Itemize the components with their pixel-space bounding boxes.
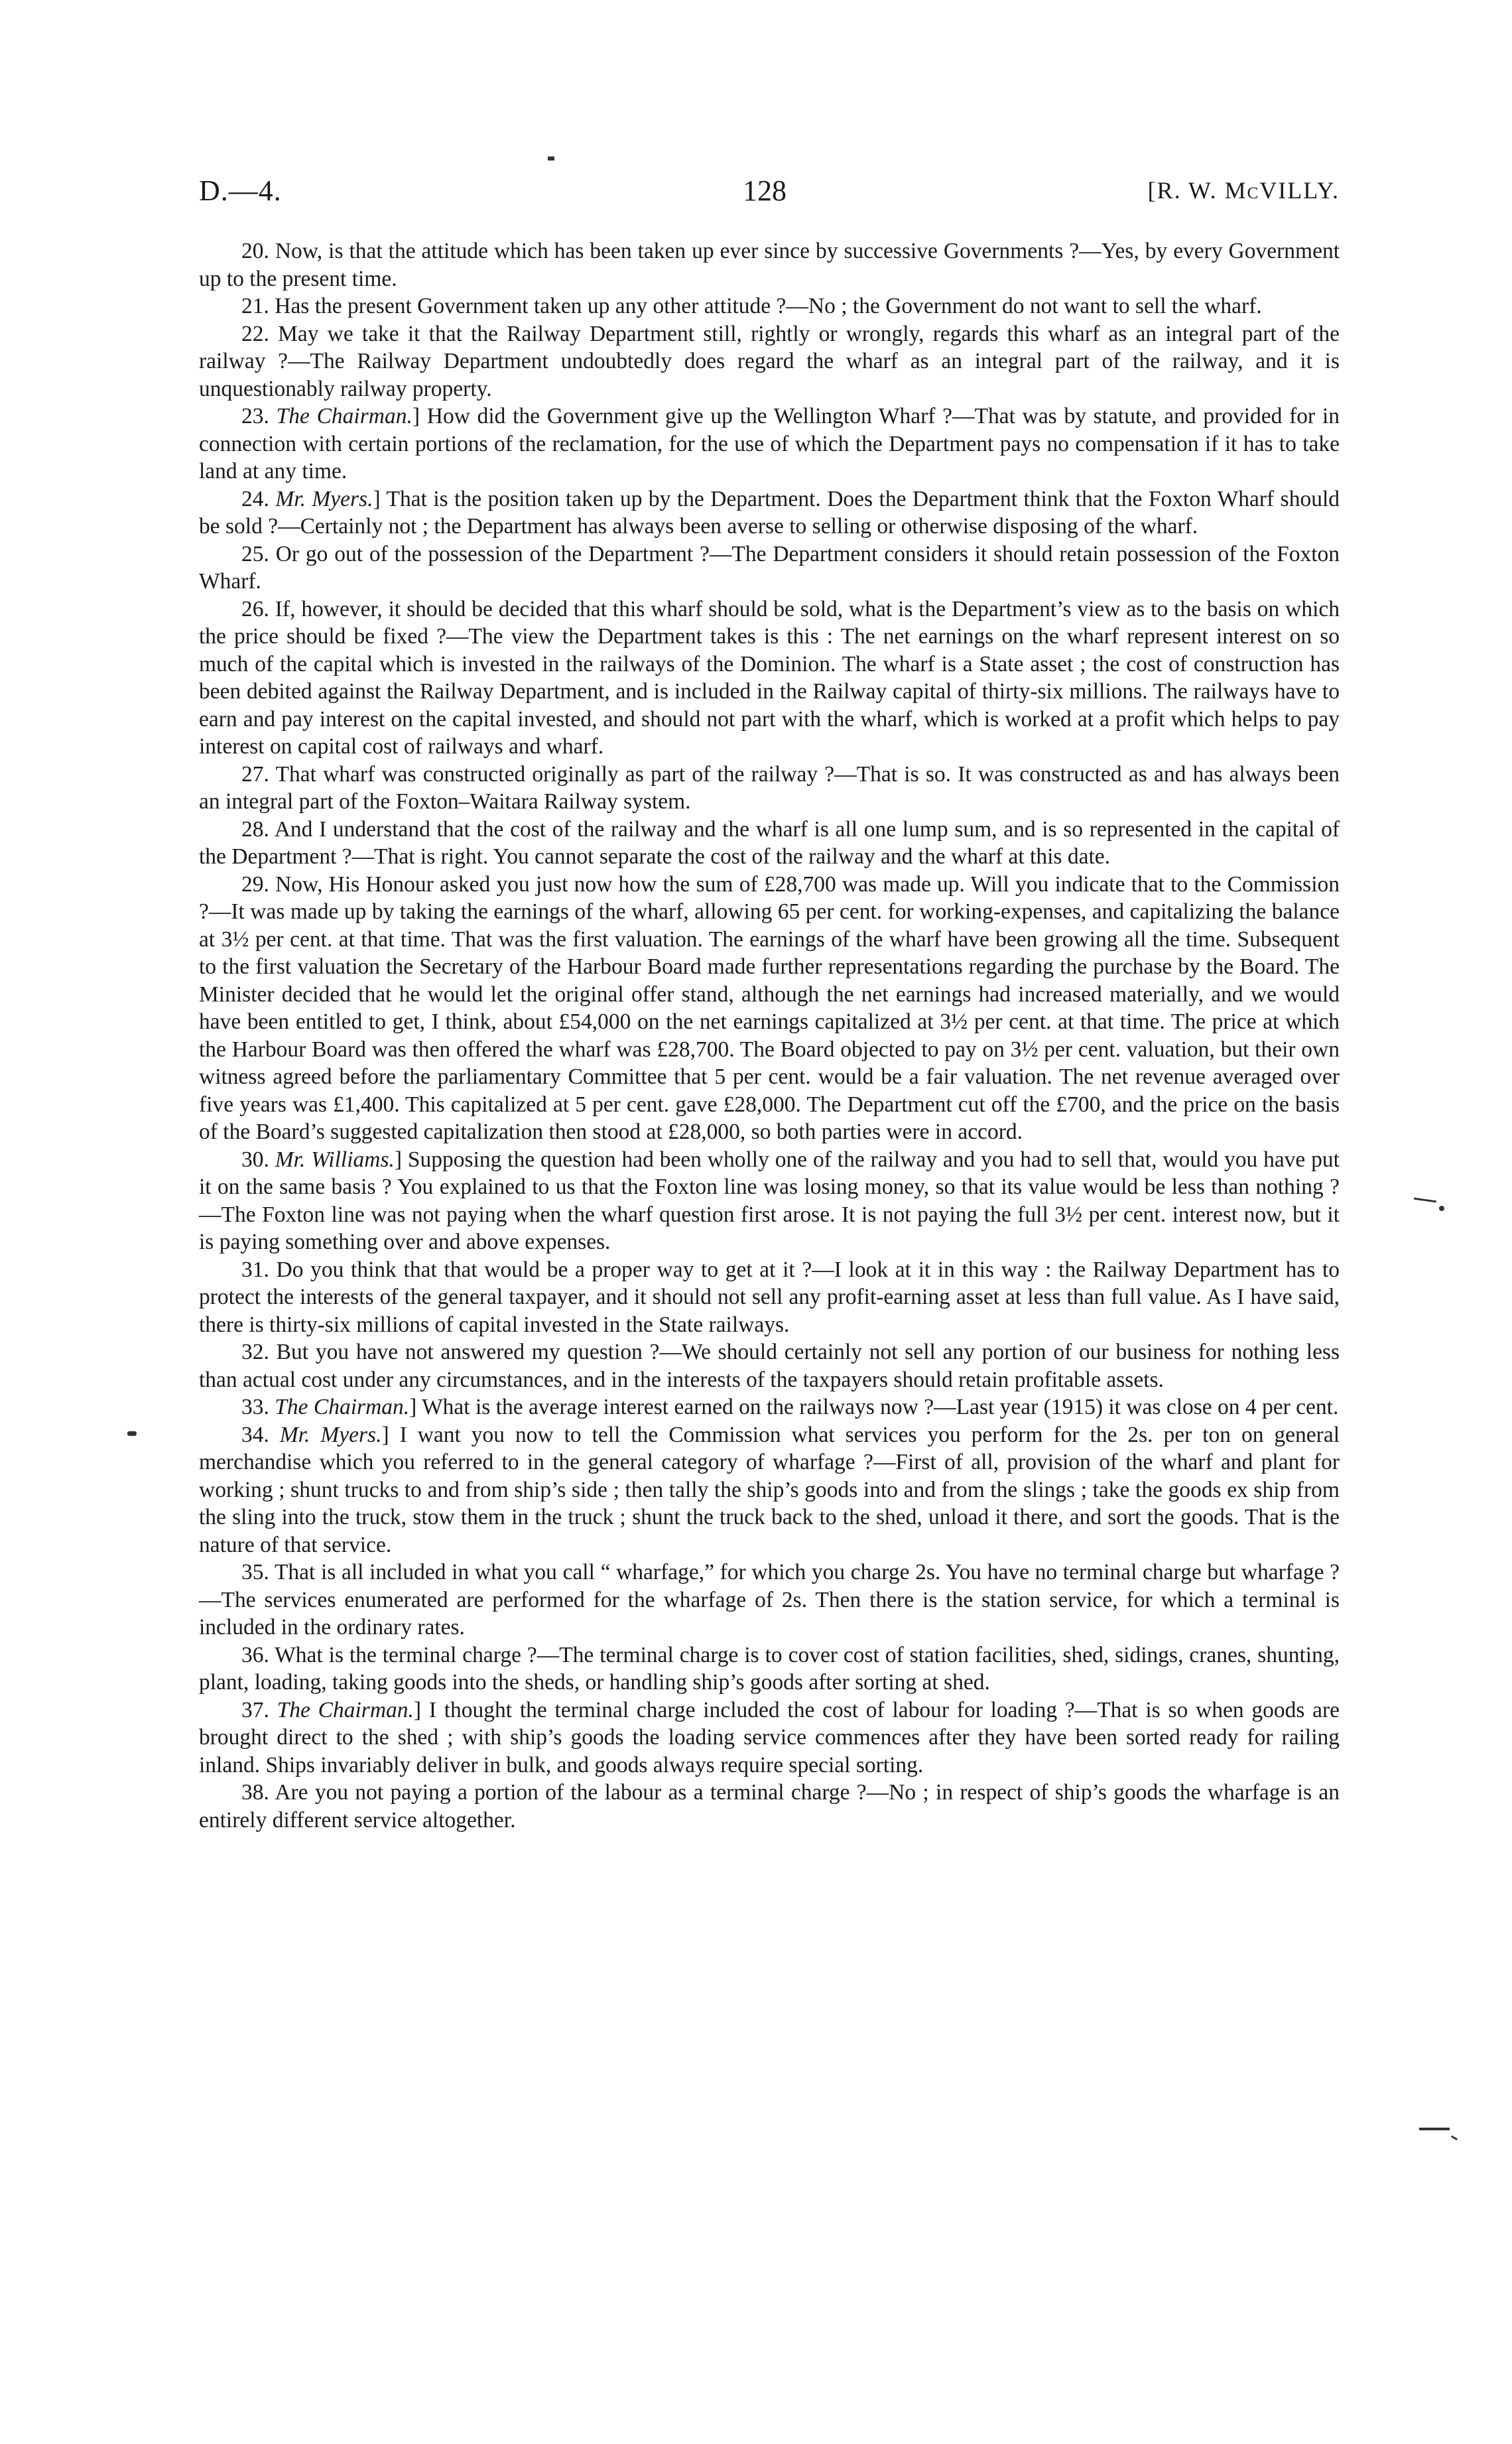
paragraph-text: ] What is the average interest earned on the railways now ?—Last year (1915) it was close on 4 per cent. <box>409 1395 1339 1419</box>
question-number: 28. <box>241 816 275 842</box>
speaker-name: Mr. Myers. <box>279 1422 382 1447</box>
document-body <box>199 237 1340 1834</box>
speaker-name: The Chairman. <box>276 404 412 428</box>
question-answer-paragraph <box>199 1338 1340 1393</box>
question-number: 30. <box>241 1147 275 1172</box>
margin-mark <box>1439 1206 1444 1211</box>
question-answer-paragraph <box>199 1146 1340 1256</box>
question-answer-paragraph <box>199 761 1340 816</box>
question-number: 26. <box>241 596 275 621</box>
paragraph-text: Are you not paying a portion of the labour as a terminal charge ?—No ; in respect of ship’s goods the wharfage is an entirely different service altogether. <box>199 1780 1340 1833</box>
page-header <box>199 174 1340 214</box>
question-number: 27. <box>241 761 276 787</box>
margin-mark <box>1414 1198 1436 1203</box>
question-number: 21. <box>241 294 275 318</box>
margin-mark <box>1419 2128 1450 2130</box>
question-number: 36. <box>241 1642 275 1667</box>
question-answer-paragraph <box>199 403 1340 485</box>
question-answer-paragraph <box>199 1697 1340 1779</box>
question-number: 32. <box>241 1340 277 1364</box>
question-number: 29. <box>241 871 276 897</box>
question-answer-paragraph <box>199 1421 1340 1559</box>
paragraph-text: That wharf was constructed originally as part of the railway ?—That is so. It was constructed as and has always been an integral part of the Foxton–Waitara Railway system. <box>199 761 1340 814</box>
question-number: 20. <box>241 239 275 263</box>
question-answer-paragraph <box>199 816 1340 871</box>
question-answer-paragraph <box>199 1641 1340 1697</box>
question-number: 38. <box>241 1780 275 1805</box>
question-answer-paragraph <box>199 320 1340 403</box>
question-answer-paragraph <box>199 292 1340 320</box>
paragraph-text: ] Supposing the question had been wholly one of the railway and you had to sell that, would you have put it on the same basis ? You explained to us that the Foxton line was losing money, so that its value would be less than nothing ?—The Foxton line was not paying when the wharf question first arose. It is not paying the full 3½ per cent. interest now, but it is paying something over and above expenses. <box>199 1147 1340 1254</box>
question-number: 22. <box>241 321 279 346</box>
paragraph-text: If, however, it should be decided that this wharf should be sold, what is the Department’s view as to the basis on which the price should be fixed ?—The view the Department takes is this : The net earnings on the wharf represent interest on so much of the capital which is invested in the railways of the Dominion. The wharf is a State asset ; the cost of construction has been debited against the Railway Department, and is included in the Railway capital of thirty-six millions. The railways have to earn and pay interest on the capital invested, and should not part with the wharf, which is worked at a profit which helps to pay interest on capital cost of railways and wharf. <box>199 596 1340 759</box>
paragraph-text: ] That is the position taken up by the Department. Does the Department think that the Foxton Wharf should be sold ?—Certainly not ; the Department has always been averse to selling or otherwise disposing of the wharf. <box>199 486 1340 539</box>
question-number: 24. <box>241 486 276 511</box>
paragraph-text: What is the terminal charge ?—The terminal charge is to cover cost of station facilities, shed, sidings, cranes, shunting, plant, loading, taking goods into the sheds, or handling ship’s goods after sorting at shed. <box>199 1642 1340 1695</box>
question-answer-paragraph <box>199 237 1340 292</box>
paragraph-text: Has the present Government taken up any other attitude ?—No ; the Government do not want to sell the wharf. <box>275 294 1262 318</box>
paragraph-text: May we take it that the Railway Department still, rightly or wrongly, regards this wharf as an integral part of the railway ?—The Railway Department undoubtedly does regard the wharf as an integral part of the railway, and it is unquestionably railway property. <box>199 321 1340 401</box>
question-answer-paragraph <box>199 1559 1340 1641</box>
print-mark <box>548 157 554 161</box>
paragraph-text: Now, His Honour asked you just now how the sum of £28,700 was made up. Will you indicate that to the Commission ?—It was made up by taking the earnings of the wharf, allowing 65 per cent. for working-expenses, and capitalizing the balance at 3½ per cent. at that time. That was the first valuation. The earnings of the wharf have been growing all the time. Subsequent to the first valuation the Secretary of the Harbour Board made further representations regarding the purchase by the Board. The Minister decided that he would let the original offer stand, although the net earnings had increased materially, and we would have been entitled to get, I think, about £54,000 on the net earnings capitalized at 3½ per cent. at that time. The price at which the Harbour Board was then offered the wharf was £28,700. The Board objected to pay on 3½ per cent. valuation, but their own witness agreed before the parliamentary Committee that 5 per cent. would be a fair valuation. The net revenue averaged over five years was £1,400. This capitalized at 5 per cent. gave £28,000. The Department cut off the £700, and the price on the basis of the Board’s suggested capitalization then stood at £28,000, so both parties were in accord. <box>199 871 1340 1144</box>
paragraph-text: Now, is that the attitude which has been taken up ever since by successive Governments ?—Yes, by every Government up to the present time. <box>199 239 1340 291</box>
question-answer-paragraph <box>199 541 1340 596</box>
question-answer-paragraph <box>199 485 1340 541</box>
question-number: 33. <box>241 1395 275 1419</box>
paragraph-text: ] How did the Government give up the Wellington Wharf ?—That was by statute, and provided for in connection with certain portions of the reclamation, for the use of which the Department pays no compensation if it has to take land at any time. <box>199 404 1340 483</box>
question-number: 34. <box>241 1422 280 1447</box>
question-answer-paragraph <box>199 1393 1340 1421</box>
question-number: 25. <box>241 541 276 566</box>
question-number: 37. <box>241 1697 277 1722</box>
speaker-name: Mr. Williams. <box>275 1147 395 1172</box>
question-answer-paragraph <box>199 596 1340 761</box>
question-answer-paragraph <box>199 871 1340 1146</box>
paragraph-text: Do you think that that would be a proper way to get at it ?—I look at it in this way : the Railway Department has to protect the interests of the general taxpayer, and it should not sell any profit-earning asset at less than full value. As I have said, there is thirty-six millions of capital invested in the State railways. <box>199 1257 1340 1337</box>
speaker-name: The Chairman. <box>275 1395 410 1419</box>
question-number: 31. <box>241 1257 277 1282</box>
question-answer-paragraph <box>199 1779 1340 1834</box>
question-number: 23. <box>241 404 277 428</box>
paragraph-text: ] I want you now to tell the Commission what services you perform for the 2s. per ton on general merchandise which you referred to in the general category of wharfage ?—First of all, provision of the wharf and plant for working ; shunt trucks to and from ship’s side ; then tally the ship’s goods into and from the slings ; take the goods ex ship from the sling into the truck, stow them in the truck ; shunt the truck back to the shed, unload it there, and sort the goods. That is the nature of that service. <box>199 1422 1340 1557</box>
margin-mark <box>127 1431 137 1436</box>
paragraph-text: And I understand that the cost of the railway and the wharf is all one lump sum, and is so represented in the capital of the Department ?—That is right. You cannot separate the cost of the railway and the wharf at this date. <box>199 816 1340 869</box>
speaker-name: The Chairman. <box>277 1697 414 1722</box>
page-number: 128 <box>743 174 787 207</box>
question-answer-paragraph <box>199 1256 1340 1339</box>
margin-mark <box>1451 2136 1458 2141</box>
speaker-name: Mr. Myers. <box>275 486 373 511</box>
paragraph-text: ] I thought the terminal charge included the cost of labour for loading ?—That is so when goods are brought direct to the shed ; with ship’s goods the loading service commences after they have been sorted ready for railing inland. Ships invariably deliver in bulk, and goods always require special sorting. <box>199 1697 1340 1777</box>
question-number: 35. <box>241 1560 275 1584</box>
witness-name: [R. W. McVILLY. <box>1147 177 1340 204</box>
paragraph-text: Or go out of the possession of the Department ?—The Department considers it should retain possession of the Foxton Wharf. <box>199 541 1340 594</box>
paragraph-text: But you have not answered my question ?—We should certainly not sell any portion of our business for nothing less than actual cost under any circumstances, and in the interests of the taxpayers should retain profitable assets. <box>199 1340 1340 1392</box>
document-reference: D.—4. <box>199 174 282 207</box>
paragraph-text: That is all included in what you call “ wharfage,” for which you charge 2s. You have no terminal charge but wharfage ?—The services enumerated are performed for the wharfage of 2s. Then there is the station service, for which a terminal is included in the ordinary rates. <box>199 1560 1340 1640</box>
